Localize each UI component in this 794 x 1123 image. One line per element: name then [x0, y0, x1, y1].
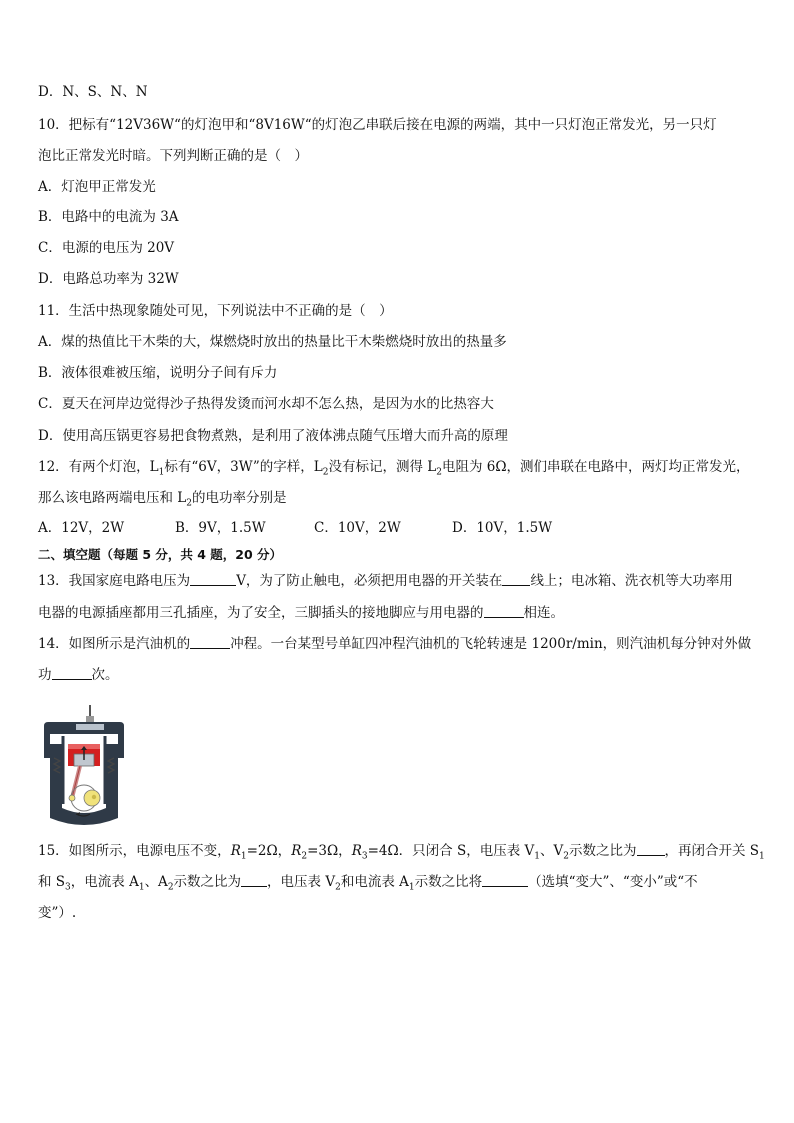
q13-line2: 电器的电源插座都用三孔插座，为了安全，三脚插头的接地脚应与用电器的 相连。: [38, 605, 564, 621]
q15-line3: 变”）.: [38, 905, 77, 921]
q11-option-a: A．煤的热值比干木柴的大，煤燃烧时放出的热量比干木柴燃烧时放出的热量多: [38, 334, 507, 350]
q14-line2: 功 次。: [38, 667, 119, 683]
q12-option-d: D．10V，1.5W: [452, 520, 553, 536]
q12-options: [38, 519, 758, 537]
q11-option-d: D．使用高压锅更容易把食物煮熟，是利用了液体沸点随气压增大而升高的原理: [38, 428, 508, 444]
q12-stem-line1: 12．有两个灯泡，$L_1$标有“6V，3W”的字样，$L_2$没有标记，测得 $L_2$电阻为 6Ω，测们串联在电路中，两灯均正常发光，: [38, 459, 750, 478]
q12-option-c: C．10V，2W: [314, 520, 401, 536]
answer-blank[interactable]: [241, 873, 267, 887]
answer-blank[interactable]: [190, 572, 236, 586]
q10-option-d: D．电路总功率为 32W: [38, 271, 179, 287]
q10-stem-line2: 泡比正常发光时暗。下列判断正确的是（ ）: [38, 148, 308, 164]
q10-option-a: A．灯泡甲正常发光: [38, 179, 156, 195]
q14-line1: 14．如图所示是汽油机的 冲程。一台某型号单缸四冲程汽油机的飞轮转速是 1200r/min，则汽油机每分钟对外做: [38, 636, 752, 652]
answer-blank[interactable]: [484, 604, 524, 618]
q15-line2: 和 $S_3$，电流表 $A_1$、$A_2$示数之比为 ，电压表 $V_2$和电流表 $A_1$示数之比将 （选填“变大”、“变小”或“不: [38, 874, 698, 893]
answer-blank[interactable]: [482, 873, 528, 887]
q11-option-b: B．液体很难被压缩，说明分子间有斥力: [38, 365, 278, 381]
section-2-title: 二、填空题（每题 5 分，共 4 题，20 分）: [38, 547, 283, 562]
q15-line1: 15．如图所示，电源电压不变，$R_1=2\Omega$，$R_2=3\Omega$，$R_3=4\Omega$．只闭合 S，电压表 $V_1$、$V_2$示数之比为 ，再闭合开关 $S_1$: [38, 843, 765, 862]
answer-blank[interactable]: [52, 666, 92, 680]
q11-option-c: C．夏天在河岸边觉得沙子热得发烫而河水却不怎么热，是因为水的比热容大: [38, 396, 494, 412]
q13-line1: 13．我国家庭电路电压为 V，为了防止触电，必须把用电器的开关装在 线上；电冰箱、洗衣机等大功率用: [38, 573, 733, 589]
q10-option-b: B．电路中的电流为 3A: [38, 209, 179, 225]
q11-stem: 11．生活中热现象随处可见，下列说法中不正确的是（ ）: [38, 303, 393, 319]
answer-blank[interactable]: [502, 572, 530, 586]
engine-diagram-icon: [40, 700, 128, 828]
q10-option-c: C．电源的电压为 20V: [38, 240, 175, 256]
q9-option-d: D．N、S、N、N: [38, 84, 148, 100]
q12-option-b: B．9V，1.5W: [175, 520, 266, 536]
q12-stem-line2: 那么该电路两端电压和 $L_2$的电功率分别是: [38, 490, 287, 509]
q10-stem-line1: 10．把标有“12V36W“的灯泡甲和“8V16W“的灯泡乙串联后接在电源的两端，其中一只灯泡正常发光，另一只灯: [38, 117, 717, 133]
q12-option-a: A．12V，2W: [38, 520, 125, 536]
answer-blank[interactable]: [637, 842, 665, 856]
answer-blank[interactable]: [190, 635, 230, 649]
